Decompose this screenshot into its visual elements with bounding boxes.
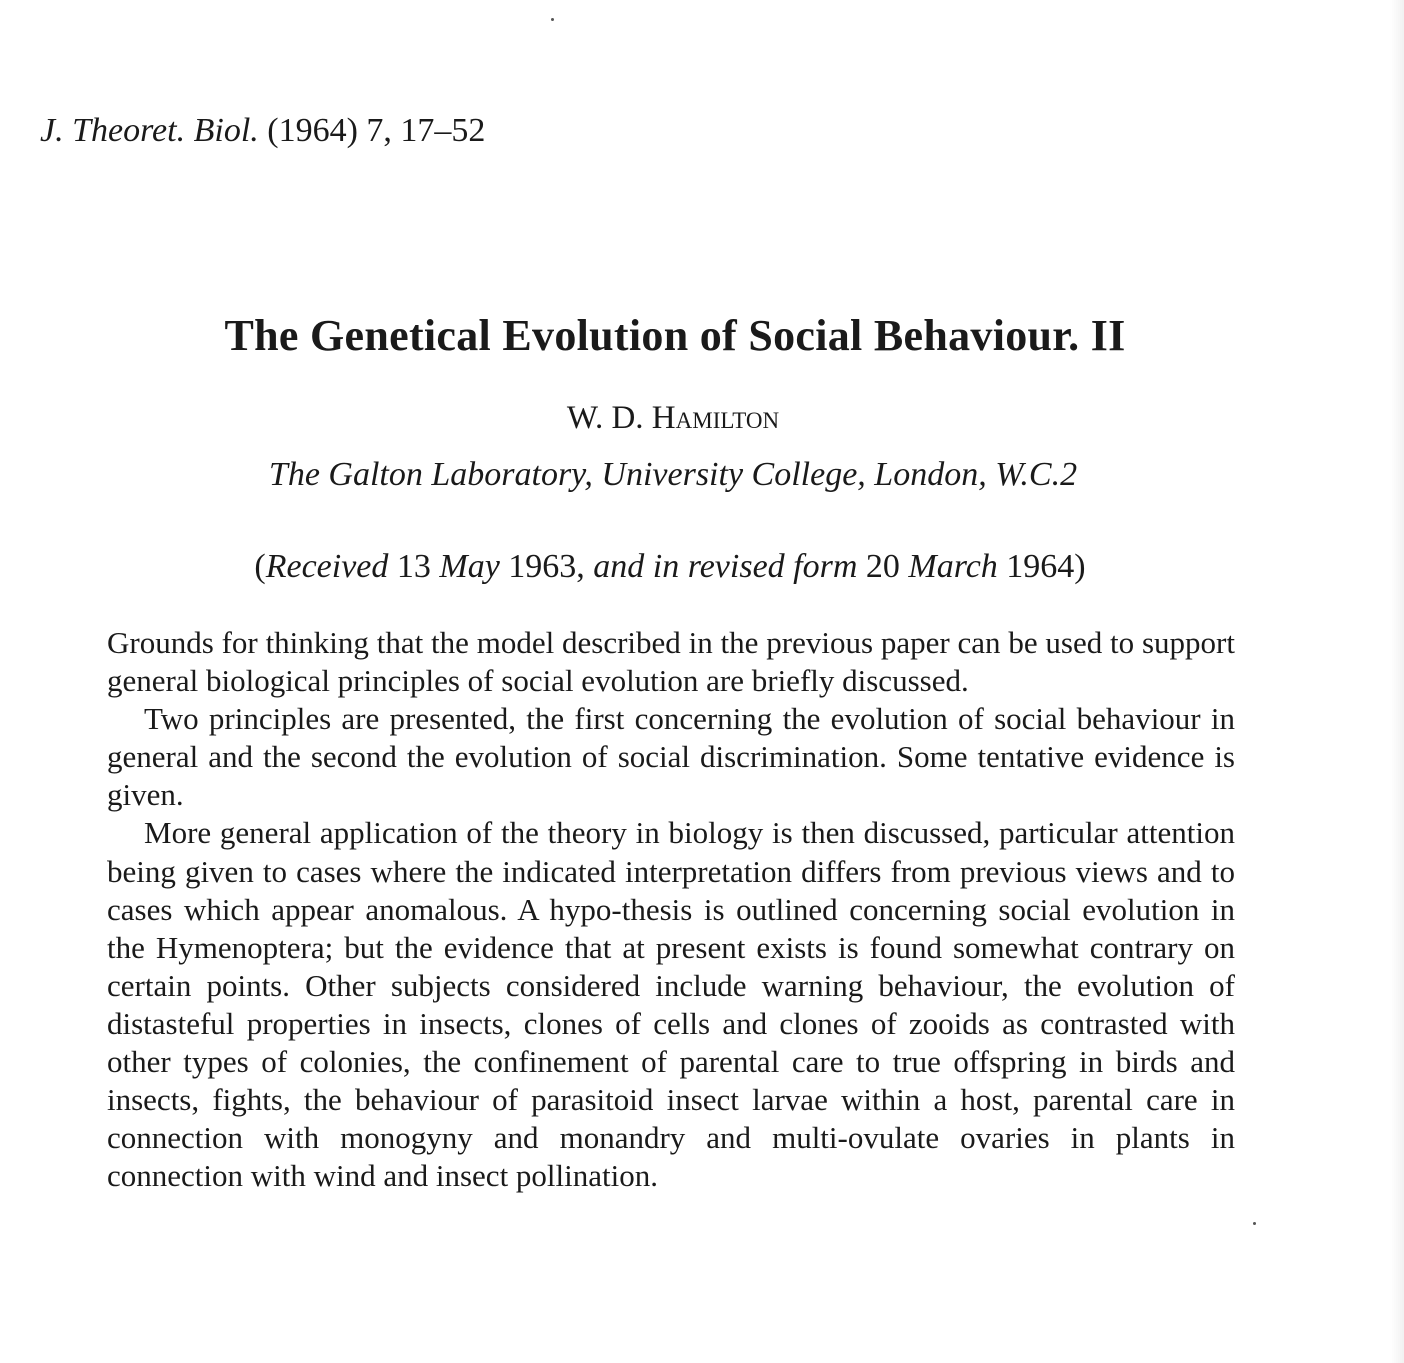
journal-volume-pages: 7, 17–52: [366, 112, 486, 149]
abstract-paragraph: Grounds for thinking that the model described in the previous paper can be used to support general biological principles of social evolution are briefly discussed.: [107, 625, 1235, 699]
journal-name: J. Theoret. Biol.: [40, 112, 259, 149]
revised-day: 20: [857, 548, 909, 585]
journal-year: (1964): [267, 112, 358, 149]
journal-citation: [40, 112, 485, 150]
scan-speck: [551, 18, 554, 21]
author-surname: Hamilton: [651, 400, 780, 436]
abstract: [107, 624, 1235, 1195]
abstract-paragraph: Two principles are presented, the first concerning the evolution of social behaviour in general and the second the evolution of social discrimination. Some tentative evidence is given.: [107, 701, 1235, 813]
received-label: Received: [265, 548, 389, 585]
received-dates: [0, 548, 1340, 586]
revised-label: and in revised form: [593, 548, 858, 585]
author-affiliation: The Galton Laboratory, University College, London, W.C.2: [268, 456, 1078, 493]
received-year: 1963,: [499, 548, 594, 585]
received-month: May: [439, 548, 500, 585]
abstract-paragraph: More general application of the theory in biology is then discussed, particular attention being given to cases where the indicated interpretation differs from previous views and to cases which appear anomalous. A hypo-thesis is outlined concerning social evolution in the Hymenoptera; but the evidence that at present exists is found somewhat contrary on certain points. Other subjects considered include warning behaviour, the evolution of distasteful properties in insects, clones of cells and clones of zooids as contrasted with other types of colonies, the confinement of parental care to true offspring in birds and insects, fights, the behaviour of parasitoid insect larvae within a host, parental care in connection with monogyny and monandry and multi-ovulate ovaries in plants in connection with wind and insect pollination.: [107, 815, 1235, 1194]
article-title: The Genetical Evolution of Social Behaviour. II: [224, 311, 1126, 360]
paren-open: (: [254, 548, 266, 585]
received-day: 13: [388, 548, 440, 585]
revised-year: 1964): [997, 548, 1086, 585]
scan-speck: [1253, 1222, 1256, 1225]
author-initials: W. D.: [566, 400, 644, 436]
page-edge-shadow: [1390, 0, 1404, 1363]
revised-month: March: [908, 548, 998, 585]
author-line: [0, 400, 1346, 437]
